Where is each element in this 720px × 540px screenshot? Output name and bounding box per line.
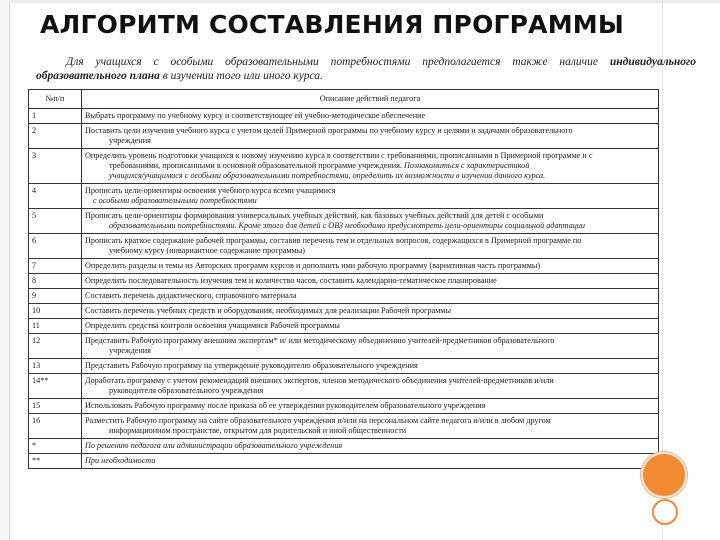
row-number: 5	[29, 209, 82, 234]
row-number: 6	[29, 234, 82, 259]
table-row	[29, 319, 659, 334]
table-row	[29, 439, 659, 454]
table-row	[29, 259, 659, 274]
row-line: Доработать программу с учетом рекомендаций внешних экспертов, членов методического объединения учителей-предметников и/или	[85, 376, 554, 385]
row-line: Представить Рабочую программу внешним экспертам* и/ или методическому объединению учителей-предметников образовательного	[85, 336, 555, 345]
row-description	[82, 359, 659, 374]
row-description	[82, 149, 659, 184]
table-header-row	[29, 90, 659, 109]
row-line: Составить перечень учебных средств и оборудования, необходимых для реализации Рабочей программы	[85, 306, 451, 315]
decorative-orange-circle	[641, 452, 687, 498]
row-description	[82, 124, 659, 149]
row-number: **	[29, 454, 82, 469]
row-number: 9	[29, 289, 82, 304]
page-title: АЛГОРИТМ СОСТАВЛЕНИЯ ПРОГРАММЫ	[40, 10, 624, 39]
row-line: Использовать Рабочую программу после приказа об ее утверждении руководителем образовательного учреждения	[85, 401, 486, 410]
slide-top-border	[9, 0, 720, 3]
row-description	[82, 289, 659, 304]
row-line: Разместить Рабочую программу на сайте образовательного учреждения и/или на персональном сайте педагога и/или в любом другом	[85, 416, 551, 425]
row-description	[82, 209, 659, 234]
table-row	[29, 289, 659, 304]
row-line-italic: учащихся/учащимися с особыми образовательными потребностями, определить их возможности в изучении данного курса.	[109, 171, 546, 180]
intro-text-end: в изучении того или иного курса.	[162, 70, 323, 82]
row-line: требованиями, прописанными в основной образовательной программе учреждения.	[109, 161, 402, 170]
row-description	[82, 334, 659, 359]
row-line: Поставить цели изучения учебного курса с учетом целей Примерной программы по учебному курсу и целями и задачами образовательного	[85, 126, 573, 135]
row-number: 16	[29, 414, 82, 439]
row-line: учебному курсу (инвариантное содержание программы)	[109, 246, 305, 255]
row-line: Определить уровень подготовки учащихся к новому изучению курса в соответствии с требованиями, прописанными в Примерной программе и с	[85, 151, 593, 160]
table-row	[29, 149, 659, 184]
row-number: 7	[29, 259, 82, 274]
row-description	[82, 109, 659, 124]
table-row	[29, 184, 659, 209]
row-line: Составить перечень дидактического, справочного материала	[85, 291, 297, 300]
row-description	[82, 274, 659, 289]
row-description	[82, 259, 659, 274]
table-row	[29, 359, 659, 374]
row-line: учреждения	[109, 136, 151, 145]
row-line: По решению педагога или администрации образовательного учреждения	[85, 441, 343, 450]
row-line: Прописать цели-ориентиры формирования универсальных учебных действий, как базовых учебных действий для детей с особыми	[85, 211, 544, 220]
intro-text: Для учащихся с особыми образовательными потребностями предполагается также наличие	[66, 56, 598, 68]
column-header-number: №п/п	[29, 90, 82, 109]
slide-left-border	[0, 0, 10, 540]
row-line: При необходимости	[85, 456, 156, 465]
table-row	[29, 374, 659, 399]
row-number: 12	[29, 334, 82, 359]
row-number: 8	[29, 274, 82, 289]
row-line-italic: Познакомиться с характеристикой	[401, 161, 530, 170]
row-line-wrap	[85, 161, 655, 171]
row-number: 2	[29, 124, 82, 149]
row-line: руководителя образовательного учреждения	[109, 386, 264, 395]
row-line: Представить Рабочую программу на утверждение руководителю образовательного учреждения	[85, 361, 418, 370]
row-description	[82, 439, 659, 454]
row-line: с особыми образовательными потребностями	[93, 196, 257, 205]
table-row	[29, 124, 659, 149]
table-row	[29, 334, 659, 359]
row-line: информационном пространстве, открытом для родительской и иной общественности	[109, 426, 407, 435]
row-description	[82, 454, 659, 469]
row-description	[82, 184, 659, 209]
row-number: 1	[29, 109, 82, 124]
row-number: 11	[29, 319, 82, 334]
intro-paragraph	[36, 55, 696, 83]
algorithm-table	[28, 89, 659, 469]
row-description	[82, 414, 659, 439]
row-number: 4	[29, 184, 82, 209]
table-row	[29, 454, 659, 469]
column-header-description: Описание действий педагога	[82, 90, 659, 109]
row-line: образовательными потребностями. Кроме этого для детей с ОВЗ необходимо предусмотреть цели-ориентиры социальной адаптации	[109, 221, 586, 230]
row-description	[82, 374, 659, 399]
table-row	[29, 109, 659, 124]
table-row	[29, 414, 659, 439]
row-number: *	[29, 439, 82, 454]
row-line: Определить средства контроля освоения учащимися Рабочей программы	[85, 321, 340, 330]
row-line: Выбрать программу по учебному курсу и соответствующее ей учебно-методическое обеспечение	[85, 111, 426, 120]
row-line: Прописать цели-ориентиры освоения учебного курса всеми учащимися	[85, 186, 336, 195]
decorative-orange-ring	[652, 499, 678, 525]
row-number: 10	[29, 304, 82, 319]
table-row	[29, 274, 659, 289]
row-line: Определить разделы и темы из Авторских программ курсов и дополнить ими рабочую программу (вариативная часть программы)	[85, 261, 541, 270]
table-row	[29, 234, 659, 259]
row-description	[82, 234, 659, 259]
table-row	[29, 209, 659, 234]
table-row	[29, 304, 659, 319]
intro-bold-text: индивидуального образовательного плана	[36, 56, 697, 82]
row-number: 15	[29, 399, 82, 414]
row-number: 13	[29, 359, 82, 374]
row-number: 3	[29, 149, 82, 184]
row-line: Определить последовательность изучения тем и количество часов, составить календарно-тематическое планирование	[85, 276, 497, 285]
row-description	[82, 319, 659, 334]
table-row	[29, 399, 659, 414]
row-description	[82, 304, 659, 319]
row-number: 14**	[29, 374, 82, 399]
row-line: Прописать краткое содержание рабочей программы, составив перечень тем и отдельных вопросов, содержащихся в Примерной программе по	[85, 236, 582, 245]
row-description	[82, 399, 659, 414]
row-line: учреждения	[109, 346, 151, 355]
